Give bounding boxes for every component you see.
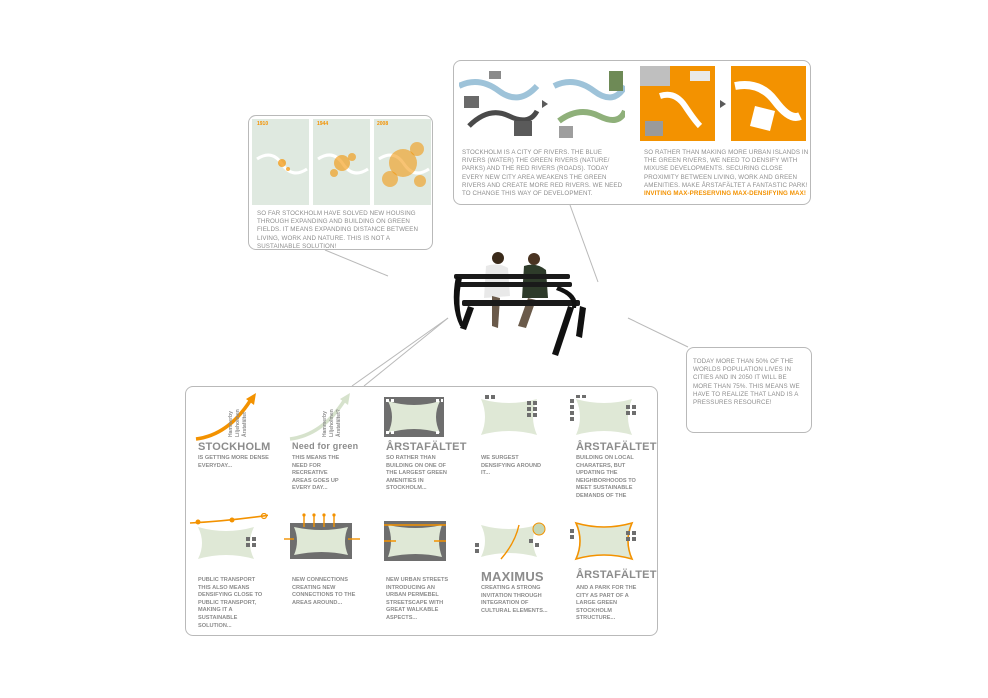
year-label-3: 2008: [377, 121, 389, 127]
step-text: CREATING A STRONG INVITATION THROUGH INTEGRATION OF CULTURAL ELEMENTS...: [481, 585, 548, 614]
step-title: Need for green: [292, 441, 359, 451]
step-densify: [471, 391, 566, 509]
step-maximus: [471, 513, 566, 631]
side-label-3: Årstafältet: [242, 412, 248, 437]
left-caption: SO FAR STOCKHOLM HAVE SOLVED NEW HOUSING THROUGH EXPANDING AND BUILDING ON GREEN FIELDS. IT MEANS EXPANDING DISTANCE BETWEEN LIVING, WORK AND NATURE. THIS IS NOT A SUSTAINABLE SOLUTION!: [257, 210, 419, 250]
neighborhood-plan-icon: [566, 391, 646, 441]
bottom-steps-bubble: [185, 386, 658, 636]
step-title: ÅRSTAFÄLTET: [576, 441, 657, 453]
top-caption-left: STOCKHOLM IS A CITY OF RIVERS. THE BLUE RIVERS (WATER) THE GREEN RIVERS (NATURE/ PARKS) AND THE RED RIVERS (ROADS). TODAY EVERY NEW CITY AREA WEAKENS THE GREEN RIVERS AND CREATE MORE RED RIVERS. WE NEED TO CHANGE THIS WAY OF DEVELOPMENT.: [462, 149, 623, 198]
step-title: ÅRSTAFÄLTET: [576, 569, 657, 581]
step-text: AND A PARK FOR THE CITY AS PART OF A LARGE GREEN STOCKHOLM STRUCTURE...: [576, 585, 637, 622]
top-info-bubble: [453, 60, 811, 205]
step-text: PUBLIC TRANSPORT THIS ALSO MEANS DENSIFYING CLOSE TO PUBLIC TRANSPORT, MAKING IT A SUSTAINABLE SOLUTION...: [198, 577, 263, 629]
densify-plan-icon: [471, 391, 551, 441]
park-plan-icon: [566, 513, 646, 563]
step-public-transport: [188, 513, 283, 631]
side-label-1: Hammerby: [322, 411, 328, 437]
step-text: WE SURGEST DENSIFYING AROUND IT...: [481, 455, 542, 477]
green-arrow-icon: [282, 391, 362, 441]
step-new-urban-streets: [376, 513, 471, 631]
connections-plan-icon: [282, 513, 362, 563]
top-caption-highlight: INVITING MAX-PRESERVING MAX-DENSIFYING MAX!: [644, 190, 806, 198]
year-label-1: 1910: [257, 121, 269, 127]
step-text: IS GETTING MORE DENSE EVERYDAY...: [198, 455, 269, 469]
step-text: THIS MEANS THE NEED FOR RECREATIVE AREAS GOES UP EVERY DAY...: [292, 455, 340, 492]
side-label-1: Hammerby: [228, 411, 234, 437]
field-plan-icon: [376, 391, 456, 441]
step-text: BUILDING ON LOCAL CHARATERS, BUT UPDATING THE NEIGHBORHOODS TO MEET SUSTAINABLE DEMANDS OF THE: [576, 455, 636, 499]
step-title: STOCKHOLM: [198, 441, 271, 453]
step-title: ÅRSTAFÄLTET: [386, 441, 467, 453]
step-text: NEW CONNECTIONS CREATING NEW CONNECTIONS TO THE AREAS AROUND...: [292, 577, 356, 606]
top-caption-right: [644, 149, 809, 198]
year-label-2: 1944: [317, 121, 329, 127]
right-caption: TODAY MORE THAN 50% OF THE WORLDS POPULATION LIVES IN CITIES AND IN 2050 IT WILL BE MORE THAN 75%. THIS MEANS WE HAVE TO REALIZE THAT LAND IS A PRESSURES RESOURCE!: [693, 358, 800, 407]
step-need-green: [282, 391, 377, 509]
step-new-connections: [282, 513, 377, 631]
left-info-bubble: [248, 115, 433, 250]
stockholm-growth-maps: [252, 119, 431, 205]
step-arstafaltet-1: [376, 391, 471, 509]
top-caption-right-text: SO RATHER THAN MAKING MORE URBAN ISLANDS IN THE GREEN RIVERS, WE NEED TO DENSIFY WITH MIXUSE DEVELOPMENTS. SECURING CLOSE PROXIMITY BETWEEN LIVING, WORK AND GREEN AMENITIES. MAKE ÅRSTAFÄLTET A FANTASTIC PARK!: [644, 149, 809, 189]
step-stockholm: [188, 391, 283, 509]
step-arstafaltet-2: [566, 391, 661, 509]
side-label-2: Liljeholmen: [235, 409, 241, 437]
step-arstafaltet-park: [566, 513, 661, 631]
streets-plan-icon: [376, 513, 456, 563]
bench-with-people: [448, 246, 588, 358]
transport-plan-icon: [188, 513, 268, 563]
side-label-2: Liljeholmen: [329, 409, 335, 437]
step-title: MAXIMUS: [481, 569, 544, 584]
densify-maps-right: [640, 66, 806, 141]
side-label-3: Årstafältet?: [336, 409, 342, 437]
growth-arrow-icon: [188, 391, 268, 441]
step-text: NEW URBAN STREETS INTRODUCING AN URBAN PERMEBEL STREETSCAPE WITH GREAT WALKABLE ASPECTS...: [386, 577, 449, 621]
culture-plan-icon: [471, 513, 551, 563]
step-text: SO RATHER THAN BUILDING ON ONE OF THE LARGEST GREEN AMENITIES IN STOCKHOLM...: [386, 455, 447, 492]
right-info-bubble: [686, 347, 812, 433]
river-maps-left: [459, 66, 625, 141]
